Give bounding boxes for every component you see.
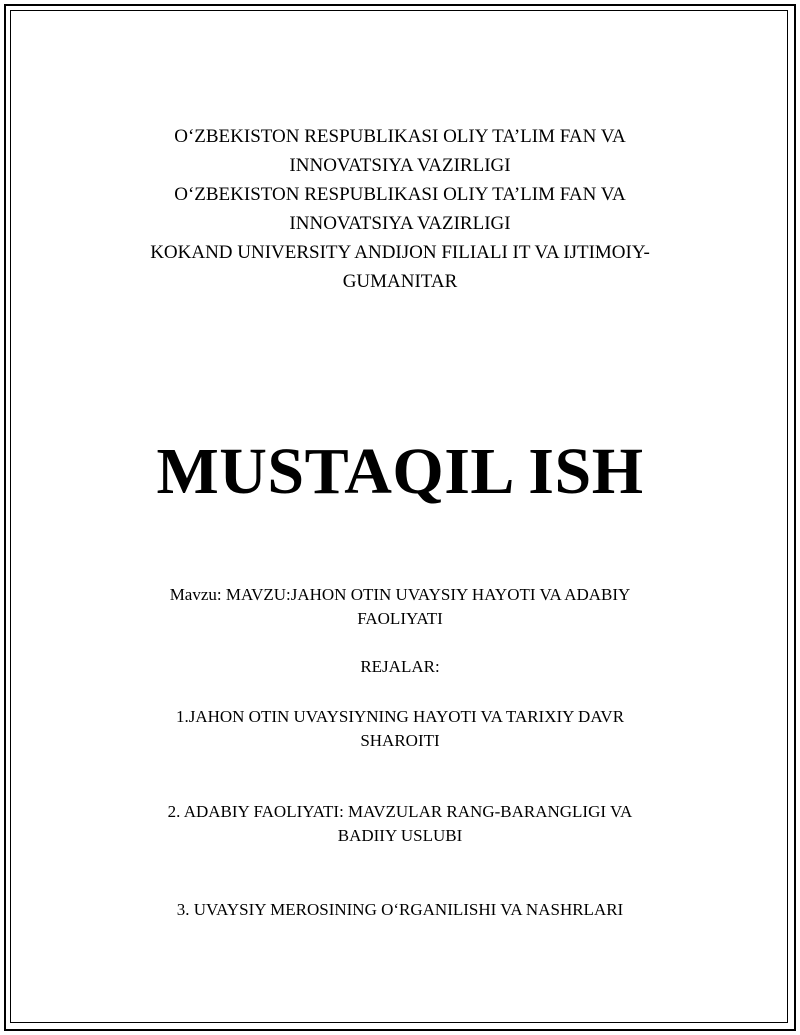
header-line: O‘ZBEKISTON RESPUBLIKASI OLIY TA’LIM FAN VA bbox=[174, 126, 626, 147]
institution-header bbox=[0, 122, 800, 296]
header-line: GUMANITAR bbox=[342, 271, 458, 292]
document-title: MUSTAQIL ISH bbox=[156, 435, 644, 508]
plans-heading: REJALAR: bbox=[360, 657, 440, 676]
header-line: INNOVATSIYA VAZIRLIGI bbox=[289, 213, 511, 234]
header-line: KOKAND UNIVERSITY ANDIJON FILIALI IT VA IJTIMOIY- bbox=[150, 242, 650, 263]
plan-item-3 bbox=[0, 898, 800, 922]
plan-item-1 bbox=[0, 705, 800, 753]
topic-line: Mavzu: MAVZU:JAHON OTIN UVAYSIY HAYOTI VA ADABIY bbox=[169, 585, 631, 604]
plan-line: 1.JAHON OTIN UVAYSIYNING HAYOTI VA TARIXIY DAVR bbox=[175, 707, 625, 726]
topic-line: FAOLIYATI bbox=[357, 609, 443, 628]
topic-block bbox=[0, 583, 800, 631]
plan-line: BADIIY USLUBI bbox=[337, 826, 463, 845]
plan-line: 3. UVAYSIY MEROSINING O‘RGANILISHI VA NASHRLARI bbox=[176, 900, 624, 919]
plan-line: SHAROITI bbox=[360, 731, 440, 750]
plan-line: 2. ADABIY FAOLIYATI: MAVZULAR RANG-BARANGLIGI VA bbox=[167, 802, 633, 821]
plan-item-2 bbox=[0, 800, 800, 848]
header-line: O‘ZBEKISTON RESPUBLIKASI OLIY TA’LIM FAN VA bbox=[174, 184, 626, 205]
header-line: INNOVATSIYA VAZIRLIGI bbox=[289, 155, 511, 176]
